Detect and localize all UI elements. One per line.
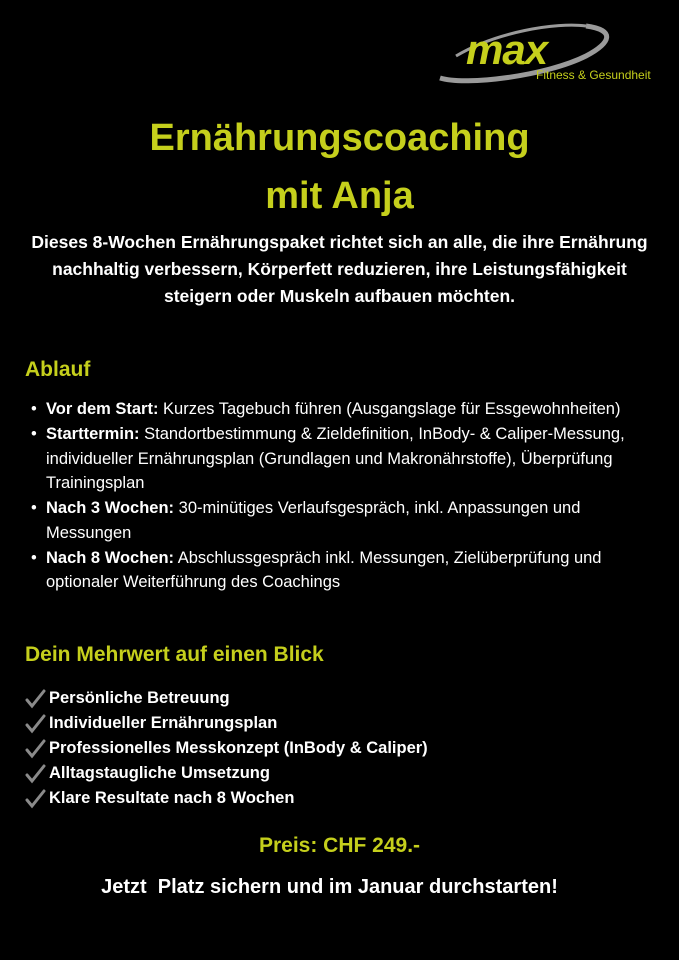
list-item <box>25 397 655 422</box>
list-item <box>25 786 428 811</box>
bullet-icon: • <box>31 499 37 517</box>
bullet-icon: • <box>31 400 37 418</box>
step-text: Abschlussgespräch inkl. Messungen, Zielüberprüfung und optionaler Weiterführung des Coachings <box>46 548 602 591</box>
checkmark-icon <box>25 689 47 709</box>
list-item <box>25 422 655 496</box>
page-title-line1: Ernährungscoaching <box>149 117 530 159</box>
max-logo <box>436 18 671 90</box>
ablauf-heading: Ablauf <box>25 358 91 381</box>
step-label: Nach 3 Wochen: <box>46 499 175 517</box>
benefit-text: Klare Resultate nach 8 Wochen <box>49 789 295 807</box>
list-item <box>25 761 428 786</box>
logo-word: max <box>466 26 548 73</box>
list-item <box>25 686 428 711</box>
list-item <box>25 736 428 761</box>
bullet-icon: • <box>31 425 37 443</box>
benefit-text: Professionelles Messkonzept (InBody & Caliper) <box>49 739 428 757</box>
call-to-action: Jetzt Platz sichern und im Januar durchstarten! <box>101 876 558 898</box>
logo-subtitle: Fitness & Gesundheit <box>536 68 651 82</box>
bullet-icon: • <box>31 548 37 567</box>
benefit-text: Persönliche Betreuung <box>49 689 230 707</box>
mehrwert-heading: Dein Mehrwert auf einen Blick <box>25 643 324 666</box>
checkmark-icon <box>25 789 47 809</box>
step-label: Vor dem Start: <box>46 400 159 418</box>
benefit-text: Individueller Ernährungsplan <box>49 714 278 732</box>
step-text: Standortbestimmung & Zieldefinition, InBody- & Caliper-Messung, individueller Ernährungsplan (Grundlagen und Makronährstoffe), Überprüfung Trainingsplan <box>46 425 625 492</box>
intro-text: Dieses 8-Wochen Ernährungspaket richtet sich an alle, die ihre Ernährung nachhaltig verbessern, Körperfett reduzieren, ihre Leistungsfähigkeit steigern oder Muskeln aufbauen möchten. <box>31 232 648 306</box>
checkmark-icon <box>25 714 47 734</box>
price-text: Preis: CHF 249.- <box>258 834 421 857</box>
page-title-line2: mit Anja <box>265 175 414 217</box>
step-label: Nach 8 Wochen: <box>46 548 175 567</box>
step-label: Starttermin: <box>46 425 140 443</box>
checkmark-icon <box>25 739 47 759</box>
list-item <box>25 496 655 545</box>
mehrwert-list <box>25 686 428 811</box>
ablauf-list <box>25 397 655 595</box>
list-item <box>25 546 655 595</box>
checkmark-icon <box>25 764 47 784</box>
step-text: Kurzes Tagebuch führen (Ausgangslage für Essgewohnheiten) <box>158 400 621 418</box>
step-text: 30-minütiges Verlaufsgespräch, inkl. Anpassungen und Messungen <box>46 499 581 542</box>
list-item <box>25 711 428 736</box>
benefit-text: Alltagstaugliche Umsetzung <box>49 764 270 782</box>
